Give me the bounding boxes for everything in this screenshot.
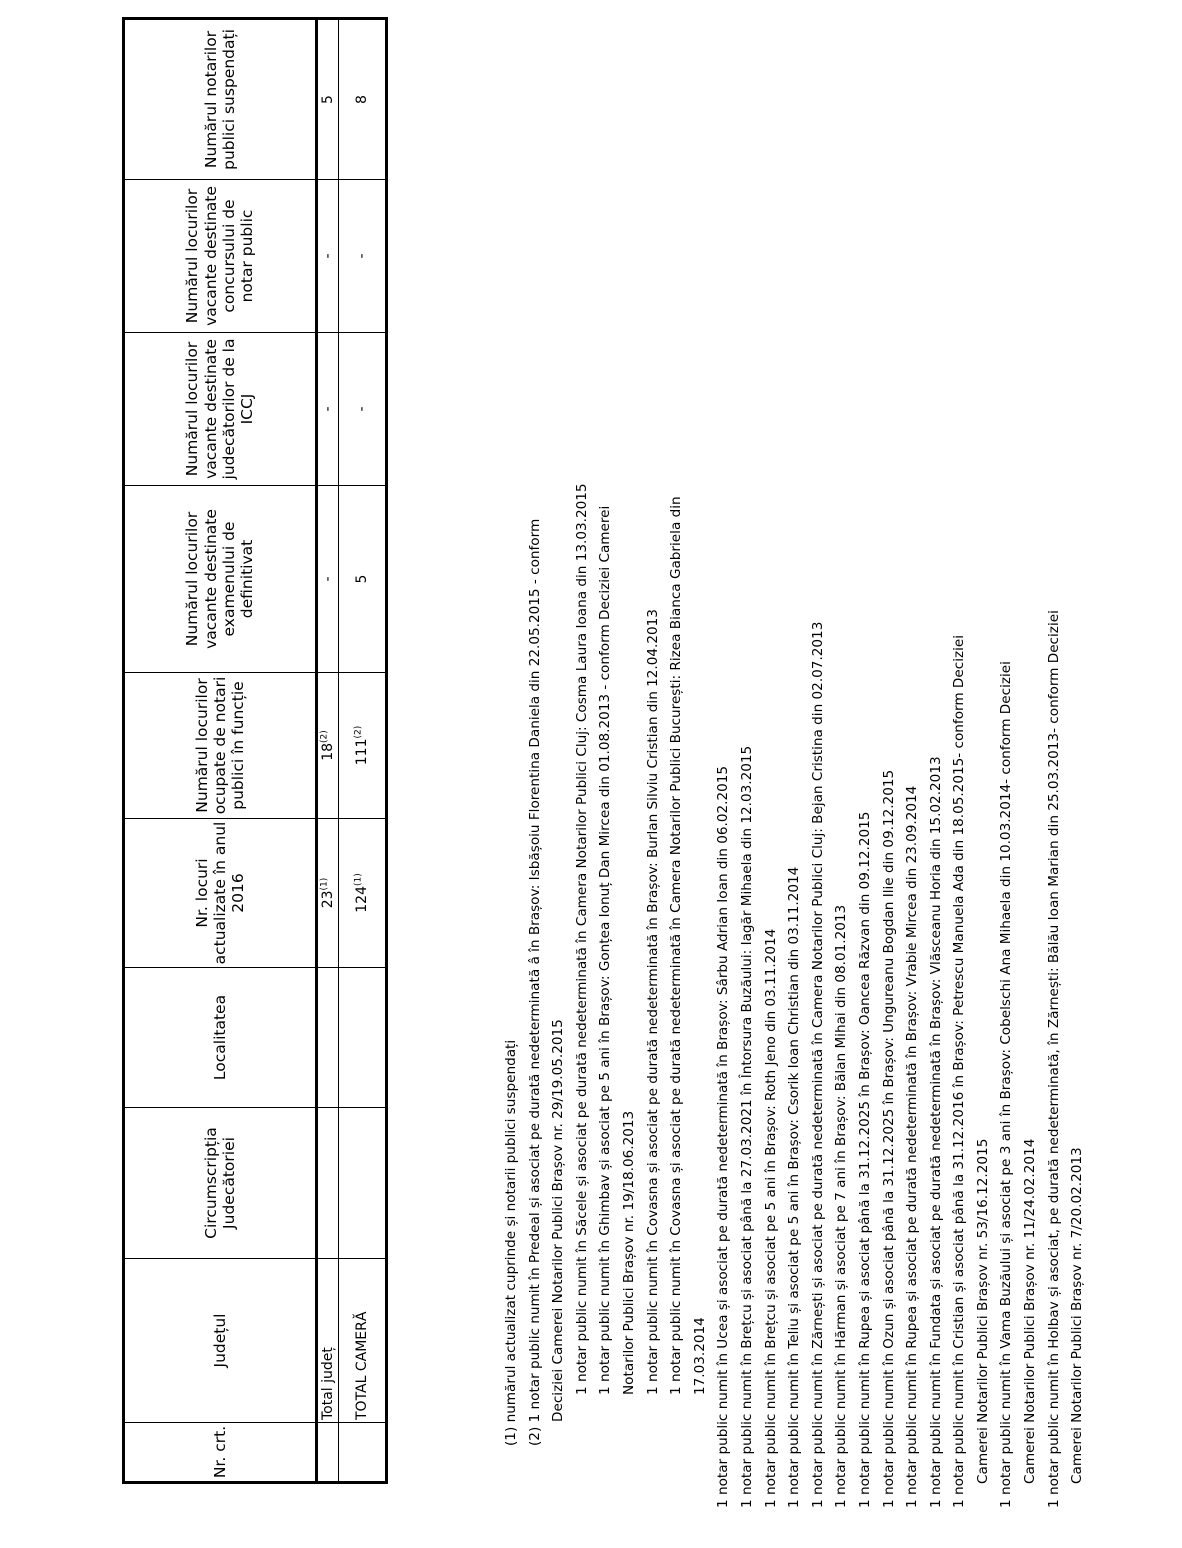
cell-definitivat: - xyxy=(317,486,339,673)
note-line: 1 notar public numit în Ozun și asociat până la 31.12.2025 în Brașov: Ungureanu Bogdan Ilie din 09.12.2015 xyxy=(880,769,897,1508)
note-line: 1 notar public numit în Holbav și asociat, pe durată nedeterminată, în Zărnești: Bălău Ioan Marian din 25.03.2013- conform Deciziei xyxy=(1045,610,1062,1508)
note-line: 1 notar public numit în Rupea și asociat până la 31.12.2025 în Brașov: Oancea Răzvan din 09.12.2015 xyxy=(856,811,873,1508)
cell-circ xyxy=(339,1108,387,1259)
header-vacante-iccj: Numărul locurilor vacante destinate judecătorilor de la ICCJ xyxy=(124,333,317,486)
notary-places-table xyxy=(122,17,388,1484)
cell-label: TOTAL CAMERĂ xyxy=(339,1259,387,1423)
note-line: Camerei Notarilor Publici Brașov nr. 7/20.02.2013 xyxy=(1069,1147,1086,1484)
footnotes xyxy=(500,68,1090,1508)
header-localitatea: Localitatea xyxy=(124,968,317,1108)
note-line: 1 notar public numit în Ucea și asociat pe durată nedeterminată în Brașov: Sârbu Adrian Ioan din 06.02.2015 xyxy=(715,765,732,1508)
cell-nr xyxy=(317,1423,339,1483)
cell-definitivat: 5 xyxy=(339,486,387,673)
note-line: 1 notar public numit în Vama Buzăului și asociat pe 3 ani în Brașov: Cobelschi Ana Mihaela din 10.03.2014- conform Deciziei xyxy=(998,661,1015,1508)
header-vacante-definitivat: Numărul locurilor vacante destinate examenului de definitivat xyxy=(124,486,317,673)
cell-iccj: - xyxy=(317,333,339,486)
note-line: (1) numărul actualizat cuprinde și notarii publici suspendați xyxy=(503,1039,519,1446)
header-circumscriptia: Circumscripția Judecătoriei xyxy=(124,1108,317,1259)
cell-circ xyxy=(317,1108,339,1259)
cell-nr xyxy=(339,1423,387,1483)
note-line: Deciziei Camerei Notarilor Publici Brașov nr. 29/19.05.2015 xyxy=(550,1019,567,1422)
note-line: 1 notar public numit în Cristian și asociat până la 31.12.2016 în Brașov: Petrescu Manuela Ada din 18.05.2015- conform Deciziei xyxy=(951,634,968,1508)
note-line: 1 notar public numit în Ghimbav și asociat pe 5 ani în Brașov: Gonțea Ionuț Dan Mircea din 01.08.2013 - conform Deciziei Camerei xyxy=(597,505,614,1395)
cell-iccj: - xyxy=(339,333,387,486)
note-line: 1 notar public numit în Brețcu și asociat pe 5 ani în Brașov: Roth Jeno din 03.11.2014 xyxy=(762,928,779,1508)
header-locuri-actualizate: Nr. locuri actualizate în anul 2016 xyxy=(124,819,317,968)
note-line: 1 notar public numit în Hărman și asociat pe 7 ani în Brașov: Bălan Mihai din 08.01.2013 xyxy=(833,904,850,1508)
table-row-total-camera xyxy=(339,19,387,1483)
cell-loc xyxy=(339,968,387,1108)
table-row-total-judet xyxy=(317,19,339,1483)
note-line: 17.03.2014 xyxy=(691,1317,708,1395)
note-line: Notarilor Publici Brașov nr. 19/18.06.2013 xyxy=(620,1110,637,1395)
note-line: 1 notar public numit în Rupea și asociat pe durată nedeterminată în Brașov: Vrabie Mircea din 23.09.2014 xyxy=(904,785,921,1508)
cell-ocupate: 18$^{(2)}$ xyxy=(317,673,339,819)
cell-suspendati: 8 xyxy=(339,19,387,180)
cell-suspendati: 5 xyxy=(317,19,339,180)
cell-label: Total județ xyxy=(317,1259,339,1423)
note-line: Camerei Notarilor Publici Brașov nr. 53/16.12.2015 xyxy=(974,1138,991,1484)
note-line: (2) 1 notar public numit în Predeal și asociat pe durată nedeterminată â în Brașov: Isbășoiu Florentina Daniela din 22.05.2015 - conform xyxy=(526,518,543,1446)
note-line: 1 notar public numit în Covasna și asociat pe durată nedeterminată în Camera Notarilor Publici București: Rizea Bianca Gabriela din xyxy=(668,496,685,1395)
table-header-row xyxy=(124,19,317,1483)
note-line: 1 notar public numit în Teliu și asociat pe 5 ani în Brașov: Csorik Ioan Christian din 03.11.2014 xyxy=(786,866,803,1508)
note-line: 1 notar public numit în Fundata și asociat pe durată nedeterminată în Brașov: Vlăsceanu Horia din 15.02.2013 xyxy=(927,756,944,1508)
note-line: 1 notar public numit în Zărnești și asociat pe durată nedeterminată în Camera Notarilor Publici Cluj: Bejan Cristina din 02.07.2013 xyxy=(809,621,826,1508)
header-suspendati: Numărul notarilor publici suspendați xyxy=(124,19,317,180)
header-nr-crt: Nr. crt. xyxy=(124,1423,317,1483)
header-locuri-ocupate: Numărul locurilor ocupate de notari publici în funcție xyxy=(124,673,317,819)
note-line: 1 notar public numit în Covasna și asociat pe durată nedeterminată în Brașov: Burlan Silviu Cristian din 12.04.2013 xyxy=(644,609,661,1395)
note-line: 1 notar public numit în Săcele și asociat pe durată nedeterminată în Camera Notarilor Publici Cluj: Cosma Laura Ioana din 13.03.2015 xyxy=(573,483,590,1395)
cell-loc xyxy=(317,968,339,1108)
cell-locuri: 124$^{(1)}$ xyxy=(339,819,387,968)
cell-locuri: 23$^{(1)}$ xyxy=(317,819,339,968)
cell-ocupate: 111$^{(2)}$ xyxy=(339,673,387,819)
header-vacante-concurs: Numărul locurilor vacante destinate concursului de notar public xyxy=(124,180,317,333)
cell-concurs: - xyxy=(317,180,339,333)
header-judetul: Județul xyxy=(124,1259,317,1423)
cell-concurs: - xyxy=(339,180,387,333)
note-line: 1 notar public numit în Brețcu și asociat până la 27.03.2021 în Întorsura Buzăului: Iagăr Mihaela din 12.03.2015 xyxy=(738,745,755,1508)
note-line: Camerei Notarilor Publici Brașov nr. 11/24.02.2014 xyxy=(1022,1138,1039,1484)
